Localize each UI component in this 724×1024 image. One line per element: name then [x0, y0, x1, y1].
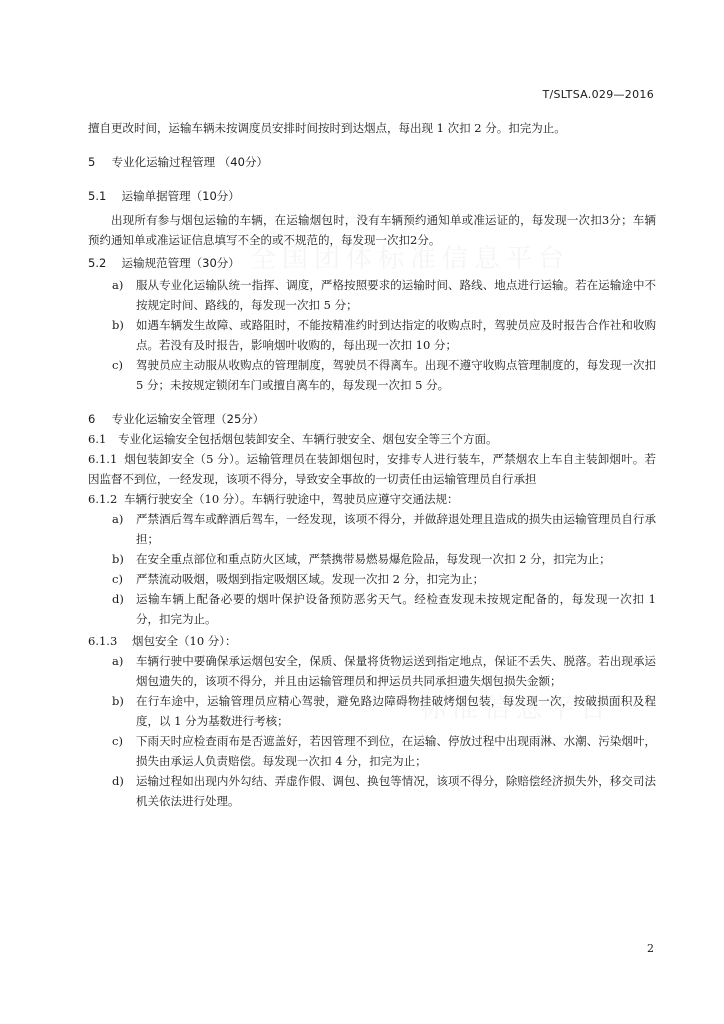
list-item-mark: b): [112, 552, 124, 566]
section-6-1-1: [88, 449, 656, 489]
section-6-1-number: 6.1: [88, 432, 107, 446]
section-6-1-2: [88, 489, 656, 509]
list-item: [88, 355, 656, 395]
list-item-text: 运输车辆上配备必要的烟叶保护设备预防恶劣天气。经检查发现未按规定配备的，每发现一次扣 1 分，扣完为止。: [136, 592, 656, 626]
section-5-number: 5: [88, 155, 96, 169]
list-item-mark: a): [112, 512, 124, 526]
section-5-heading: [88, 152, 656, 172]
list-item: [88, 771, 656, 811]
list-item: [88, 691, 656, 731]
list-item-text: 严禁酒后驾车或醉酒后驾车，一经发现，该项不得分，并做辞退处理且造成的损失由运输管理员自行承担；: [136, 512, 656, 546]
list-item-mark: d): [112, 592, 124, 606]
section-5-1-text: 出现所有参与烟包运输的车辆，在运输烟包时，没有车辆预约通知单或准运证的，每发现一次扣3分；车辆预约通知单或准运证信息填写不全的或不规范的，每发现一次扣2分。: [88, 213, 656, 247]
list-item: [88, 315, 656, 355]
list-item-mark: b): [112, 318, 124, 332]
section-5-2-title: 运输规范管理（30分）: [121, 256, 240, 270]
standard-code: T/SLTSA.029—2016: [542, 88, 654, 101]
list-item-text: 车辆行驶中要确保承运烟包安全，保质、保量将货物运送到指定地点，保证不丢失、脱落。若出现承运烟包遗失的，该项不得分，并且由运输管理员和押运员共同承担遗失烟包损失金额；: [136, 654, 656, 688]
list-item-mark: d): [112, 774, 124, 788]
list-item: [88, 731, 656, 771]
list-item: [88, 509, 656, 549]
section-5-1-number: 5.1: [88, 189, 107, 203]
section-5-2-heading: [88, 253, 656, 273]
section-6-heading: [88, 409, 656, 429]
section-6-title: 专业化运输安全管理（25分）: [111, 412, 265, 426]
list-item: [88, 549, 656, 569]
section-6-1-text: 专业化运输安全包括烟包装卸安全、车辆行驶安全、烟包安全等三个方面。: [118, 432, 498, 446]
section-6-1-3-list: [88, 651, 656, 811]
list-item-mark: c): [112, 358, 123, 372]
list-item-text: 严禁流动吸烟，吸烟到指定吸烟区域。发现一次扣 2 分，扣完为止；: [136, 572, 485, 586]
list-item: [88, 569, 656, 589]
section-6-1: [88, 429, 656, 449]
page-content: [88, 118, 656, 811]
section-6-1-2-number: 6.1.2: [88, 492, 118, 506]
list-item: [88, 589, 656, 629]
section-6-1-1-text: 烟包装卸安全（5 分）。运输管理员在装卸烟包时，安排专人进行装车，严禁烟农上车自主装卸烟叶。若因监督不到位，一经发现，该项不得分，导致安全事故的一切责任由运输管理员自行承担: [88, 452, 656, 486]
section-5-2-number: 5.2: [88, 256, 107, 270]
list-item: [88, 651, 656, 691]
section-5-2-list: [88, 275, 656, 395]
list-item-text: 如遇车辆发生故障、或路阻时，不能按精准约时到达指定的收购点时，驾驶员应及时报告合作社和收购点。若没有及时报告，影响烟叶收购的，每出现一次扣 10 分；: [136, 318, 656, 352]
section-6-1-1-number: 6.1.1: [88, 452, 118, 466]
list-item-text: 在安全重点部位和重点防火区域，严禁携带易燃易爆危险品，每发现一次扣 2 分，扣完为止；: [136, 552, 611, 566]
list-item-text: 服从专业化运输队统一指挥、调度，严格按照要求的运输时间、路线、地点进行运输。若在运输途中不按规定时间、路线的，每发现一次扣 5 分；: [136, 278, 656, 312]
list-item-mark: a): [112, 654, 124, 668]
section-5-title: 专业化运输过程管理 （40分）: [111, 155, 268, 169]
page-number: 2: [647, 942, 654, 955]
list-item-text: 下雨天时应检查雨布是否遮盖好，若因管理不到位，在运输、停放过程中出现雨淋、水潮、污染烟叶，损失由承运人负责赔偿。每发现一次扣 4 分，扣完为止；: [136, 734, 656, 768]
section-6-1-2-text: 车辆行驶安全（10 分）。车辆行驶途中，驾驶员应遵守交通法规：: [124, 492, 459, 506]
list-item-mark: c): [112, 572, 123, 586]
list-item-mark: b): [112, 694, 124, 708]
section-6-1-3-text: 烟包安全（10 分）：: [132, 634, 237, 648]
list-item: [88, 275, 656, 315]
list-item-mark: a): [112, 278, 124, 292]
section-6-number: 6: [88, 412, 96, 426]
intro-paragraph: 擅自更改时间，运输车辆未按调度员安排时间按时到达烟点，每出现 1 次扣 2 分。扣完为止。: [88, 121, 566, 135]
section-6-1-3-number: 6.1.3: [88, 634, 118, 648]
list-item-text: 驾驶员应主动服从收购点的管理制度，驾驶员不得离车。出现不遵守收购点管理制度的，每发现一次扣 5 分；未按规定锁闭车门或擅自离车的，每发现一次扣 5 分。: [136, 358, 656, 392]
list-item-text: 运输过程如出现内外勾结、弄虚作假、调包、换包等情况，该项不得分，除赔偿经济损失外，移交司法机关依法进行处理。: [136, 774, 656, 808]
section-5-1-heading: [88, 186, 656, 206]
section-6-1-2-list: [88, 509, 656, 629]
list-item-mark: c): [112, 734, 123, 748]
section-5-1-title: 运输单据管理（10分）: [121, 189, 240, 203]
section-6-1-3: [88, 631, 656, 651]
list-item-text: 在行车途中，运输管理员应精心驾驶，避免路边障碍物挂破烤烟包装，每发现一次，按破损面积及程度，以 1 分为基数进行考核；: [136, 694, 656, 728]
